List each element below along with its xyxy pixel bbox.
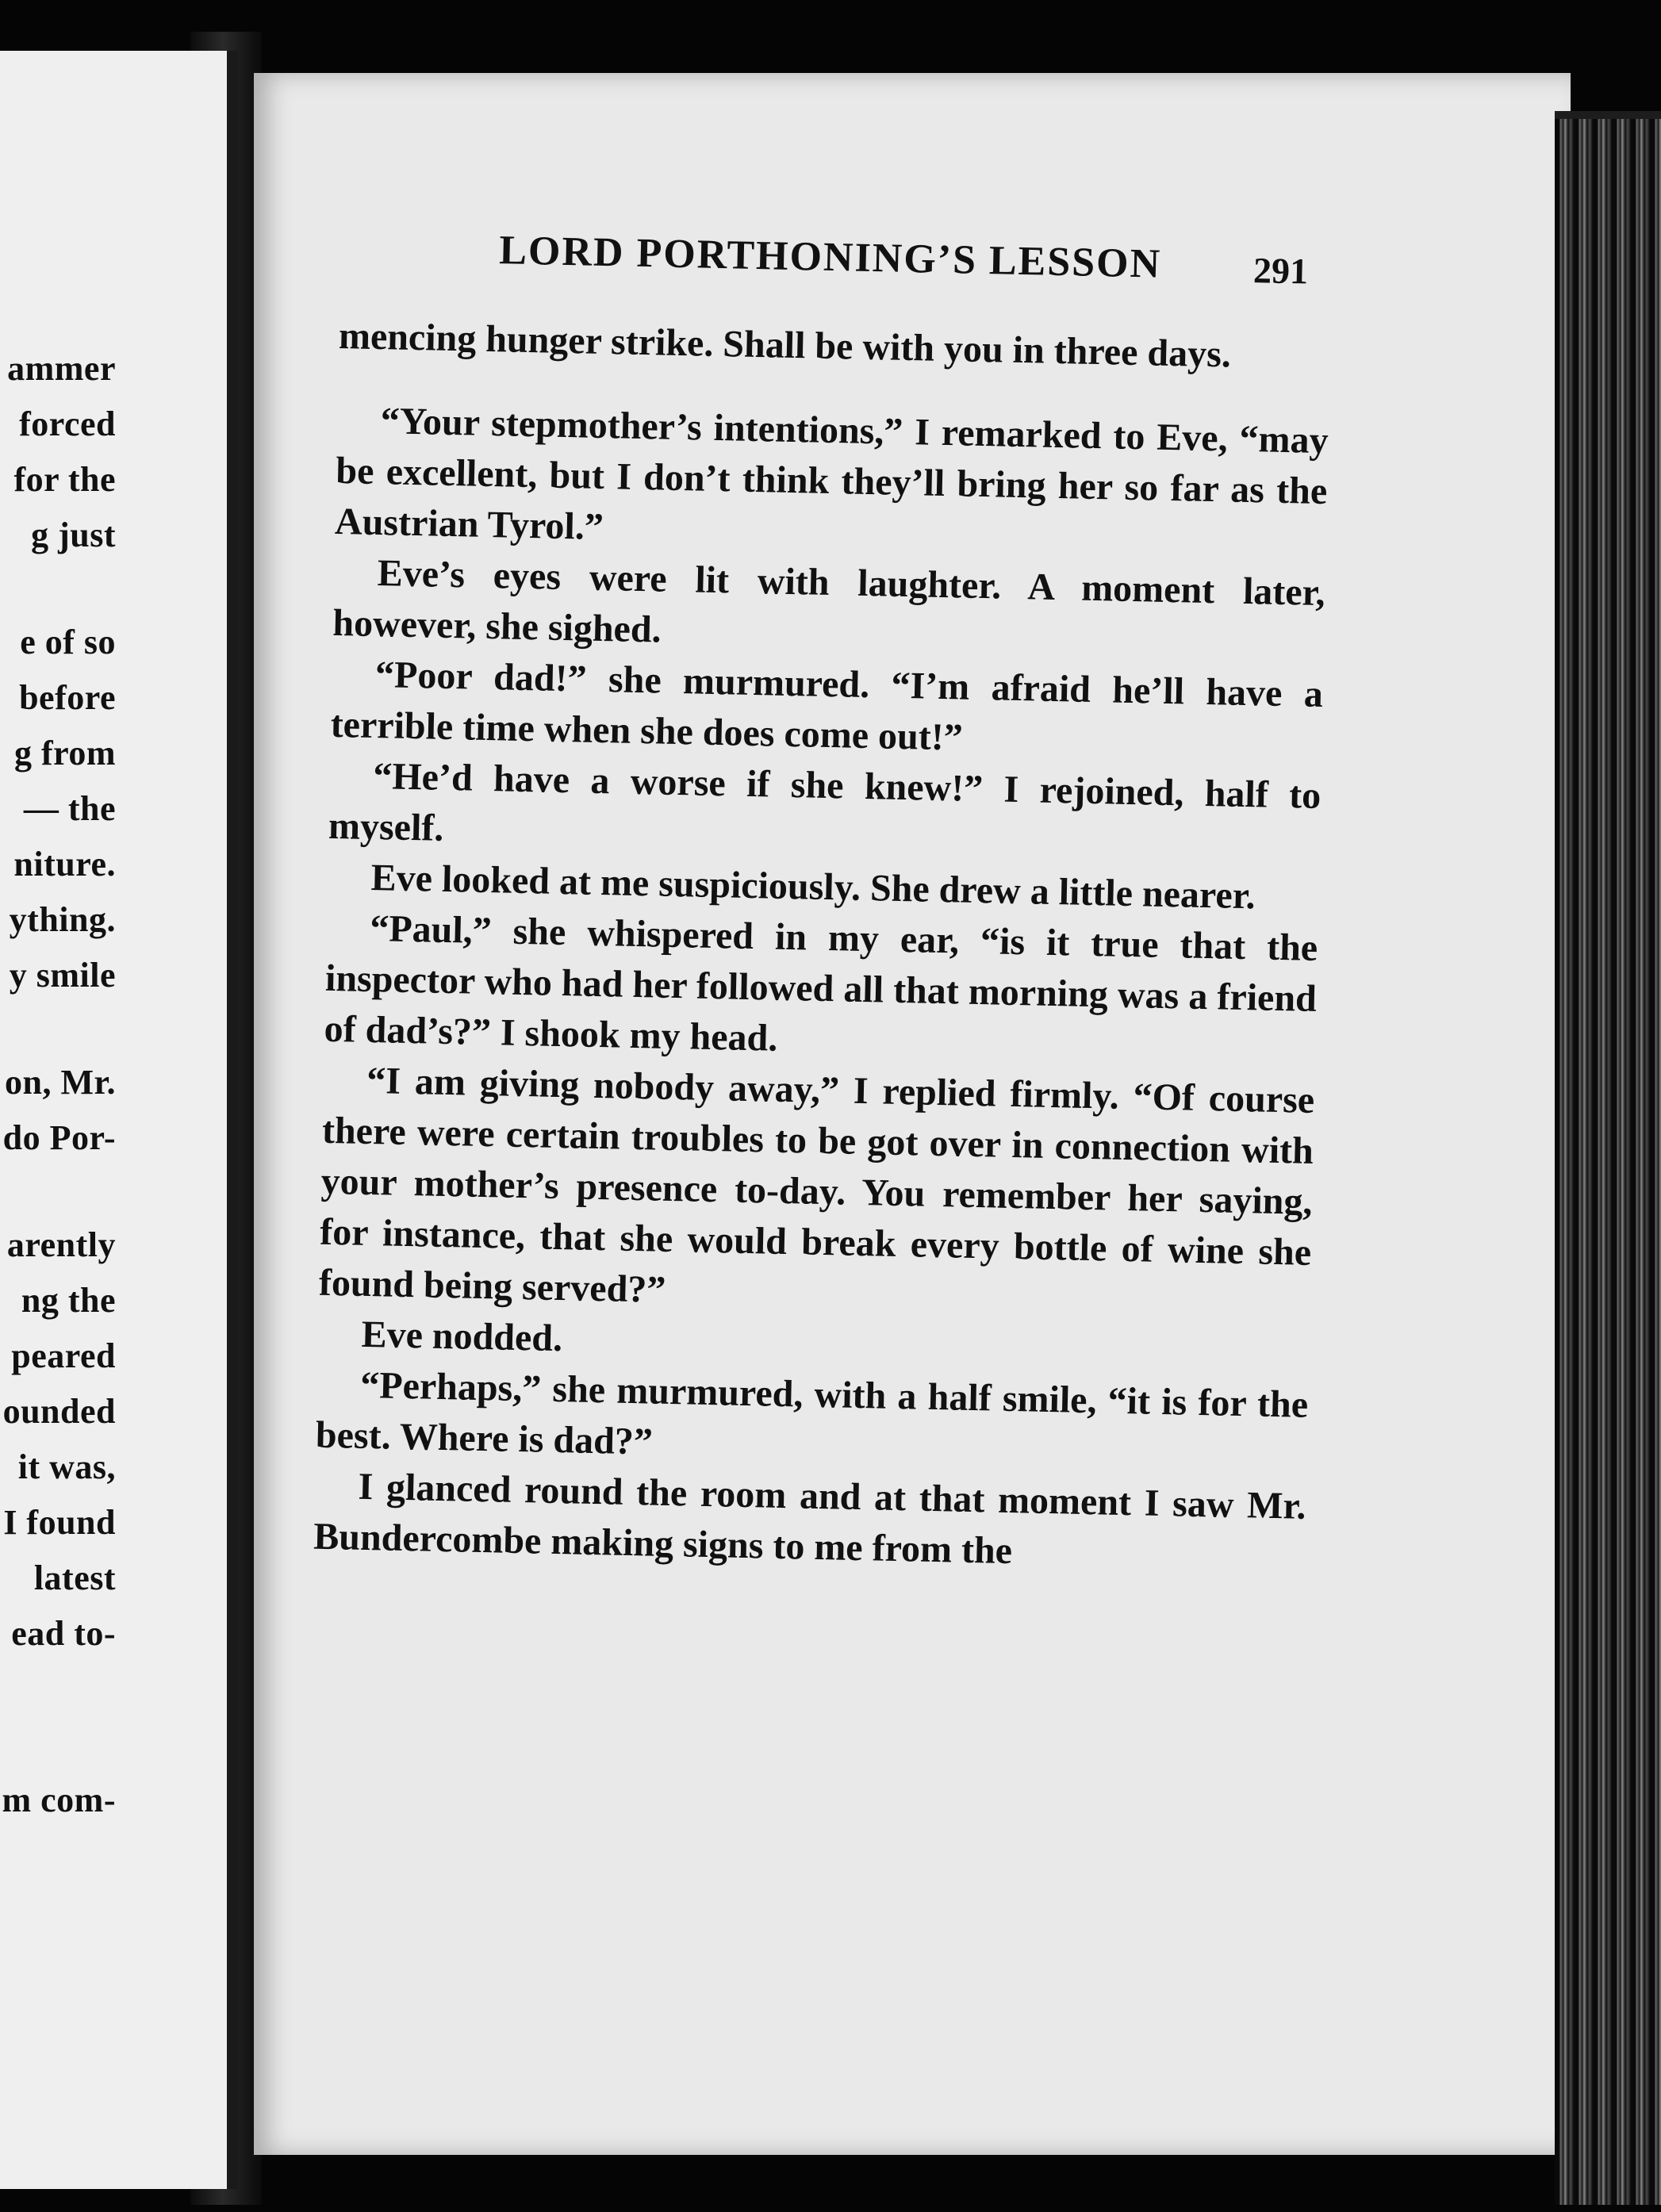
left-page-line: y smile — [9, 956, 116, 995]
left-page — [0, 51, 238, 2189]
running-head-title: LORD PORTHONING’S LESSON — [498, 228, 1162, 287]
paragraph: “Poor dad!” she murmured. “I’m afraid he’ll have a terrible time when she does come out!” — [330, 654, 1324, 759]
paragraph: Eve looked at me suspiciously. She drew a little nearer. — [370, 856, 1256, 918]
left-page-line: g from — [13, 734, 116, 772]
left-page-line: ead to- — [11, 1614, 116, 1653]
left-page-line: it was, — [17, 1447, 116, 1486]
left-page-line: ounded — [2, 1392, 116, 1431]
left-page-line: do Por- — [2, 1118, 116, 1157]
right-page — [254, 73, 1571, 2155]
paragraph: “I am giving nobody away,” I replied firmly. “Of course there were certain troubles to be got over in connection with your mother’s presence to-day. You remember her saying, for instance, that she would break every bottle of wine she found being served?” — [318, 1059, 1315, 1311]
left-page-line: e of so — [20, 623, 116, 661]
page-text-block — [313, 224, 1333, 1583]
left-page-line: ammer — [7, 349, 116, 388]
paragraph: “He’d have a worse if she knew!” I rejoined, half to myself. — [328, 755, 1322, 849]
left-page-line: arently — [6, 1225, 116, 1264]
left-page-line: niture. — [13, 845, 116, 884]
left-page-line: ything. — [9, 900, 116, 939]
page-number: 291 — [1252, 250, 1309, 292]
left-page-line: forced — [19, 404, 116, 443]
left-page-line: — the — [23, 789, 116, 828]
paragraph: “Perhaps,” she murmured, with a half smile, “it is for the best. Where is dad?” — [315, 1363, 1309, 1463]
left-page-line: before — [19, 678, 116, 717]
left-page-line: on, Mr. — [5, 1063, 116, 1102]
paragraph: Eve nodded. — [361, 1313, 563, 1360]
stacked-page-edges — [1555, 119, 1661, 2205]
left-page-line: latest — [33, 1558, 116, 1597]
paragraph: “Your stepmother’s intentions,” I remarked to Eve, “may be excellent, but I don’t think they’ll bring her so far as the Austrian Tyrol.” — [334, 400, 1329, 549]
left-page-line: ng the — [21, 1281, 116, 1320]
left-page-line: for the — [13, 460, 116, 499]
paragraph: Eve’s eyes were lit with laughter. A moment later, however, she sighed. — [332, 552, 1326, 651]
paragraph: mencing hunger strike. Shall be with you in three days. — [338, 314, 1232, 376]
left-page-line: m com- — [2, 1781, 116, 1819]
left-page-line: peared — [11, 1336, 116, 1375]
paragraph: I glanced round the room and at that moment I saw Mr. Bundercombe making signs to me from the — [313, 1465, 1306, 1573]
left-page-line: I found — [3, 1503, 116, 1542]
paragraph: “Paul,” she whispered in my ear, “is it true that the inspector who had her followed all that morning was a friend of dad’s?” I shook my head. — [324, 907, 1318, 1060]
left-page-line: g just — [31, 516, 116, 554]
